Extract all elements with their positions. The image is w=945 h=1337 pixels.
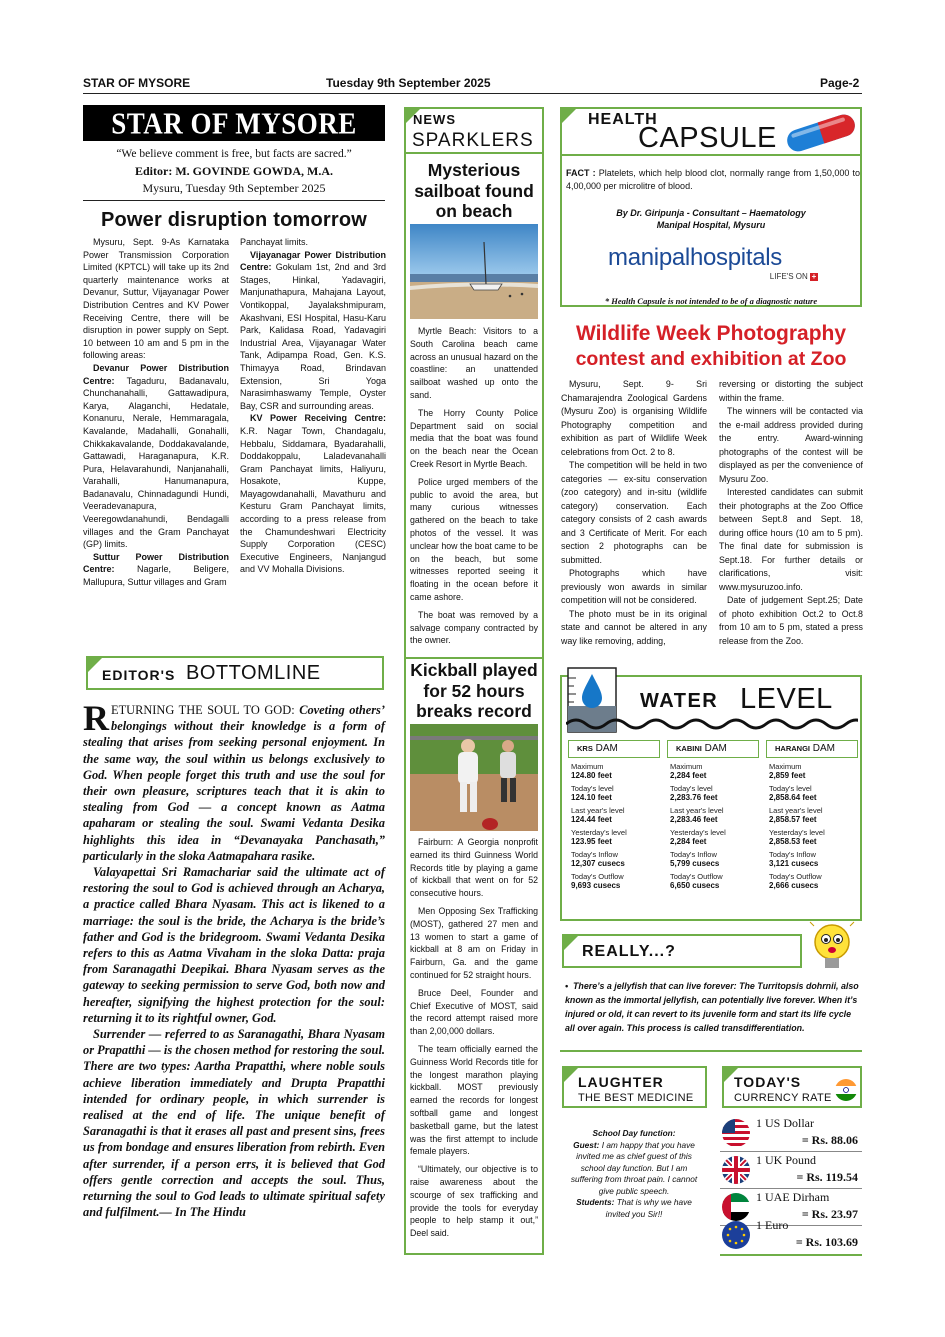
uk-flag-icon (722, 1156, 750, 1184)
dam-harangi-label-0: Maximum (769, 762, 802, 771)
sailboat-photo (410, 224, 538, 319)
kickball-headline: Kickball played for 52 hours breaks record (410, 660, 538, 721)
dam-harangi-value-3: 2,858.53 feet (769, 837, 817, 846)
wildlife-col2-p4: Date of judgement Sept.25; Date of photo exhibition Oct.2 to Oct.8 from 10 am to 5 pm, stated a press release from the Zoo. (719, 595, 863, 646)
dam-krs-label-5: Today's Outflow (571, 872, 624, 881)
dam-kabini-label-2: Last year's level (670, 806, 724, 815)
dam-krs-value-5: 9,693 cusecs (571, 881, 621, 890)
dam-krs-value-3: 123.95 feet (571, 837, 612, 846)
news-label (406, 109, 542, 154)
logo-editor: Editor: M. GOVINDE GOWDA, M.A. (135, 164, 333, 178)
dam-kabini-value-1: 2,283.76 feet (670, 793, 718, 802)
kv-text: K.R. Nagar Town, Chandagalu, Hebbalu, Siddamara, Byadarahalli, Doddakoppalu, Laladevanahalli Gram Panchayat limits, Haliyuru, Hosakote, Kuppe, Mayagowdanahalli, Mavathuru and Kesturu Gram Panchayat limits, according to a press release from the Chamundeshwari Electricity Supply Corporation (CESC) Executive Engineers, Nanjangud and VV Mohalla Divisions. (240, 425, 386, 575)
kickball-p5: “Ultimately, our objective is to raise awareness about the scourge of sex trafficking and provide the tools for everyday people to help stamp it out,” Deel said. (410, 1164, 538, 1239)
wildlife-col1-p1: Mysuru, Sept. 9- Sri Chamarajendra Zoological Gardens (Mysuru Zoo) is organising Wildlife Photography competition and exhibition as part of Wildlife Week celebrations from Oct. 2 to 8. (561, 379, 707, 457)
currency-bottom-rule (720, 1254, 862, 1256)
laughter-title: School Day function: (592, 1128, 676, 1138)
logo-title: STAR OF MYSORE (111, 105, 357, 141)
editors-para2: Valayapettai Sri Ramachariar said the ultimate act of restoring the soul to God is achieved through an Acharya, a practice called Bhara Nyasam. This act is likened to a marriage: the soul is the bride, the Acharya is the bride’s father and God is the bridegroom. Swami Vedanta Desika refers to this as Aatma Vivaham in the sloka Datta: praja from Saranagathi Deepikai. Bhara Nyasam serves as the gateway to seeking permission to serve God, both now and hereafter, signifying the highest protection for the soul: returning it to its rightful owner, God. (83, 865, 385, 1025)
dam-kabini-value-3: 2,284 feet (670, 837, 707, 846)
laughter-corner-mark (564, 1068, 578, 1082)
laughter-label-bold: LAUGHTER (578, 1074, 664, 1090)
dam-krs-label-3: Yesterday's level (571, 828, 627, 837)
devanur-text: Tagaduru, Badanavalu, Chunchanahalli, Gattawadipura, Karya, Alaganchi, Hedatale, Konanuru, Nerale, Hemmaragala, Kavalande, Madahalli, Gonahalli, Chikkakavalande, Doddakavalande, Gattawadi, Haraganapura, K.R. Pura, Helavarahundi, Nanjanahalli, Varahalli, Hanumanapura, Badanavalu, Chinnadagundi Hundi, Veeradevanapura, Veeregowdanahundi, Bendagalli villages and the Gram Panchayat (GP) limits. (83, 375, 229, 550)
kickball-photo (410, 724, 538, 831)
dam-kabini-label-0: Maximum (670, 762, 703, 771)
currency-row-usd (720, 1116, 862, 1152)
india-flag-icon (834, 1078, 858, 1102)
vijayanagar-text: Gokulam 1st, 2nd and 3rd Stages, Hinkal, Yadavagiri, Manjunathapura, Mahajana Layout, Vontikoppal, Jayalakshmipuram, Akashvani, ESI Hospital, Hasu-Karu Park, Kalidasa Road, Yadavagiri Industrial Area, Vijayanagar Water Tank, Adipampa Road, Gen. K.S. Thimayya Road, Brindavan Extension, Sri Yoga Narasimhaswamy Temple, Oyster Bay, CSR and surrounding areas. (240, 262, 386, 411)
manipal-logo (608, 244, 818, 286)
laughter-label-light: THE BEST MEDICINE (578, 1092, 694, 1104)
dam-kabini-label-5: Today's Outflow (670, 872, 723, 881)
currency-eur-value: = Rs. 103.69 (795, 1235, 858, 1249)
health-byline-1: By Dr. Giripunja - Consultant – Haematology (616, 208, 806, 218)
currency-row-gbp (720, 1153, 862, 1189)
eu-flag-icon (722, 1221, 750, 1249)
sailboat-p3: Police urged members of the public to avoid the area, but many curious witnesses gathered on the beach to take photos of the vessel. It was unclear how the boat came to be on the beach, but some witnesses reported seeing it floating in the ocean before it came ashore. (410, 476, 538, 602)
water-waves-icon (566, 714, 858, 734)
dam-krs-name: KRS (577, 744, 593, 753)
editors-para1: Coveting others’ belongings without their knowledge is a form of stealing that arises from seeking personal enjoyment. In the same way, the soul within us belongs exclusively to God. When people forget this truth and use the soul for their own pleasure, scriptures teach that it is akin to stealing from God — a concept known as Aatma apaharam or stealing the soul. Swami Vedanta Desika highlights this idea in “Devanayaka Panchasath,” particularly in the sloka Aatmapahara rasike. (83, 703, 386, 863)
power-intro: Mysuru, Sept. 9-As Karnataka Power Transmission Corporation Limited (KPTCL) will take up its 2nd quarterly maintenance works at Devanur, Suttur, Vijayanagar Power Distribution Centres and KV Power Receiving Centre, there will be disruption in power supply on Sept. 10 between 10 am and 5 pm in the following areas: (83, 237, 229, 361)
wildlife-col1-p2: The competition will be held in two categories — ex-situ conservation (zoo category) and in-situ (wildlife category) conservation. Each category consists of 2 cash awards and 3 Certificate of Merit. For each section 2 photographs can be submitted. (561, 460, 707, 565)
suttur-heading: Suttur Power Distribution Centre: (83, 551, 229, 575)
power-column-1 (83, 236, 229, 589)
editors-label-bold: EDITOR'S (102, 667, 176, 683)
dam-harangi-label-5: Today's Outflow (769, 872, 822, 881)
currency-usd-value: = Rs. 88.06 (801, 1133, 858, 1147)
health-label-bold: HEALTH (588, 111, 658, 128)
really-label: REALLY...? (582, 943, 676, 960)
news-divider (406, 657, 542, 659)
news-label-light: SPARKLERS (412, 130, 534, 151)
really-corner-mark (564, 936, 578, 950)
kickball-p2: Men Opposing Sex Trafficking (MOST), gathered 27 men and 13 women to start a game of kickball at 8 am on Friday in Fairburn, Ga. and the game continued for 52 straight hours. (410, 905, 538, 980)
sailboat-story (410, 325, 538, 647)
uae-flag-icon (722, 1193, 750, 1221)
dam-kabini-value-2: 2,283.46 feet (670, 815, 718, 824)
wildlife-headline-2: contest and exhibition at Zoo (575, 348, 847, 370)
dam-harangi-name: HARANGI (775, 744, 810, 753)
dam-harangi (766, 740, 858, 894)
health-label-light: CAPSULE (638, 122, 777, 154)
dam-kabini-suffix: DAM (704, 743, 727, 754)
devanur-heading: Devanur Power Distribution Centre: (83, 362, 229, 386)
sailboat-p2: The Horry County Police Department said on social media that the boat was found on the beach near the Ocean Creek Resort in Myrtle Beach. (410, 407, 538, 469)
power-column-2 (240, 236, 386, 576)
laughter-guest-label: Guest: (573, 1139, 600, 1150)
kv-heading: KV Power Receiving Centre: (250, 413, 386, 424)
vijayanagar-heading: Vijayanagar Power Distribution Centre: (240, 249, 386, 273)
dam-harangi-label-1: Today's level (769, 784, 812, 793)
capsule-icon (780, 110, 862, 156)
editors-label-light: BOTTOMLINE (186, 662, 321, 684)
manipal-logo-text-a: manipal (608, 244, 690, 271)
really-text (565, 979, 862, 1035)
wildlife-column-1 (561, 378, 707, 648)
currency-gbp-value: = Rs. 119.54 (796, 1170, 858, 1184)
editors-body (83, 698, 386, 1221)
currency-aed-name: 1 UAE Dirham (756, 1190, 830, 1204)
editors-para3: Surrender — referred to as Saranagathi, Bhara Nyasam or Prapatthi — is the chosen method for restoring the soul. There are two types: Aartha Prapatthi, where noble souls achieve liberation immediately and Drupta Prapatthi intended for ordinary people, in which surrender is realised at the end of life. The unique benefit of Saranagathi is that it erases all past and present sins, frees us from bondage and ensures liberation from rebirth. Even after surrender, if a person errs, it is believed that God offers gentle correction and accepts the soul. Thus, returning the soul to God leads to ultimate spiritual safety and fulfilment.— In The Hindu (83, 1027, 385, 1220)
dam-krs-value-1: 124.10 feet (571, 793, 612, 802)
dam-kabini-value-5: 6,650 cusecs (670, 881, 720, 890)
dam-krs-label-1: Today's level (571, 784, 614, 793)
wildlife-col1-p4: The photo must be in its original state and cannot be altered in any way like removing, adding, (561, 608, 707, 646)
editors-label-box (86, 656, 384, 690)
power-headline: Power disruption tomorrow (100, 209, 368, 231)
really-label-box (562, 934, 802, 968)
currency-label-light: CURRENCY RATE (734, 1092, 832, 1104)
manipal-logo-tagline: LIFE'S ON (769, 272, 808, 281)
laughter-students-text: That is why we have invited you Sir!! (605, 1197, 692, 1219)
logo-dateline: Mysuru, Tuesday 9th September 2025 (142, 181, 326, 195)
health-label-bar (562, 109, 860, 156)
dam-krs-header (568, 740, 660, 758)
masthead-date: Tuesday 9th September 2025 (326, 76, 491, 90)
water-label-light: LEVEL (740, 683, 833, 715)
laughter-guest-text: I am happy that you have invited me as chief guest of this school day function. But I am suffering from throat pain. I cannot give public speech. (570, 1139, 698, 1196)
logo-banner (83, 105, 385, 141)
dam-harangi-header (766, 740, 858, 758)
dam-harangi-label-2: Last year's level (769, 806, 823, 815)
dam-kabini-value-0: 2,284 feet (670, 771, 707, 780)
dam-harangi-value-5: 2,666 cusecs (769, 881, 819, 890)
currency-label-bold: TODAY'S (734, 1074, 802, 1090)
dam-krs-value-4: 12,307 cusecs (571, 859, 625, 868)
sailboat-headline: Mysterious sailboat found on beach (414, 160, 534, 221)
health-corner-mark (562, 109, 576, 123)
wildlife-col2-p2: The winners will be contacted via the e-mail address provided during the entry. Award-winning photographs of the contest will be displayed as per the convenience of Mysuru Zoo. (719, 406, 863, 484)
water-label-bold: WATER (640, 690, 719, 712)
health-fact-text: Platelets, which help blood clot, normally range from 1,50,000 to 4,00,000 per microlitre of blood. (566, 168, 860, 191)
dam-harangi-value-2: 2,858.57 feet (769, 815, 817, 824)
masthead-page: Page-2 (820, 76, 860, 90)
kickball-p3: Bruce Deel, Founder and Chief Executive of MOST, said the record attempt raised more than 2,00,000 dollars. (410, 987, 538, 1037)
dam-krs (568, 740, 660, 894)
wildlife-column-2 (719, 378, 863, 648)
suttur-text: Nagarle, Beligere, Mallupura, Suttur villages and Gram (83, 564, 229, 588)
logo-rule (83, 200, 385, 201)
dam-kabini (667, 740, 759, 894)
wildlife-headline-1: Wildlife Week Photography (575, 322, 847, 345)
dam-harangi-label-3: Yesterday's level (769, 828, 825, 837)
dam-krs-value-2: 124.44 feet (571, 815, 612, 824)
currency-eur-name: 1 Euro (756, 1218, 789, 1232)
wildlife-col2-p1: reversing or distorting the subject within the frame. (719, 379, 863, 403)
dam-krs-label-2: Last year's level (571, 806, 625, 815)
kickball-p4: The team officially earned the Guinness World Records title for the longest marathon playing kickball. MOST previously earned the records for longest softball game and longest basketball game, but the latest was the first attempt to include female players. (410, 1043, 538, 1157)
dam-harangi-label-4: Today's Inflow (769, 850, 816, 859)
health-byline-2: Manipal Hospital, Mysuru (656, 220, 766, 230)
sailboat-p4: The boat was removed by a salvage company contracted by the owner. (410, 609, 538, 646)
dam-harangi-value-4: 3,121 cusecs (769, 859, 819, 868)
currency-row-eur (720, 1218, 862, 1256)
dam-krs-label-0: Maximum (571, 762, 604, 771)
dam-kabini-label-3: Yesterday's level (670, 828, 726, 837)
news-label-bold: NEWS (413, 112, 456, 127)
laughter-label-box (562, 1066, 707, 1108)
currency-aed-value: = Rs. 23.97 (801, 1207, 858, 1221)
power-col2-continuation: Panchayat limits. (240, 237, 309, 247)
dam-kabini-value-4: 5,799 cusecs (670, 859, 720, 868)
dam-harangi-value-0: 2,859 feet (769, 771, 806, 780)
editors-corner-mark (88, 658, 102, 672)
health-fact-label: FACT : (566, 168, 596, 178)
currency-label-box (722, 1066, 862, 1108)
currency-usd-name: 1 US Dollar (756, 1116, 814, 1130)
health-fact (566, 167, 860, 193)
editors-dropcap: R (83, 698, 109, 738)
editors-para1-caps: ETURNING THE SOUL TO GOD: (111, 703, 295, 717)
masthead-paper-name: STAR OF MYSORE (83, 76, 191, 90)
laughter-students-label: Students: (576, 1197, 615, 1207)
masthead-rule (83, 93, 862, 94)
dam-kabini-header (667, 740, 759, 758)
dam-kabini-label-1: Today's level (670, 784, 713, 793)
dam-krs-suffix: DAM (595, 743, 618, 754)
laughter-body (564, 1128, 704, 1220)
currency-gbp-name: 1 UK Pound (756, 1153, 817, 1167)
logo-motto: “We believe comment is free, but facts are sacred.” (116, 148, 352, 160)
dam-krs-label-4: Today's Inflow (571, 850, 618, 859)
really-rule (560, 1050, 862, 1052)
kickball-p1: Fairburn: A Georgia nonprofit earned its third Guinness World Records title by playing a game of kickball that went on for 52 consecutive hours. (410, 837, 538, 899)
dam-harangi-suffix: DAM (812, 743, 836, 754)
really-body: There’s a jellyfish that can live forever: The Turritopsis dohrnii, also known as the immortal jellyfish, can potentially live forever. When it’s injured or old, it can revert to its juvenile form and start its life cycle all over again. This process is called transdifferentiation. (565, 981, 859, 1033)
dam-kabini-label-4: Today's Inflow (670, 850, 717, 859)
manipal-logo-text-b: hospitals (689, 244, 782, 271)
dam-krs-value-0: 124.80 feet (571, 771, 612, 780)
kickball-story (410, 836, 538, 1240)
bullet-icon: • (565, 981, 569, 991)
us-flag-icon (722, 1119, 750, 1147)
wildlife-col2-p3: Interested candidates can submit their photographs at the Zoo Office between Sept.8 and Sept. 18, during office hours (10 am to 5 pm). The final date for submission is Sept.18. For further details or clarifications, visit: www.mysuruzoo.info. (719, 487, 863, 592)
wildlife-col1-p3: Photographs which have previously won awards in similar competition will not be considered. (561, 568, 707, 605)
dam-harangi-value-1: 2,858.64 feet (769, 793, 817, 802)
dam-kabini-name: KABINI (676, 744, 702, 753)
health-disclaimer: * Health Capsule is not intended to be of a diagnostic nature (604, 296, 818, 306)
red-cross-icon: + (811, 272, 817, 281)
sailboat-p1: Myrtle Beach: Visitors to a South Carolina beach came across an unusual hazard on the coastline: an unattended sailboat washed up onto the sand. (410, 326, 538, 400)
lightbulb-mascot-icon (808, 920, 856, 976)
